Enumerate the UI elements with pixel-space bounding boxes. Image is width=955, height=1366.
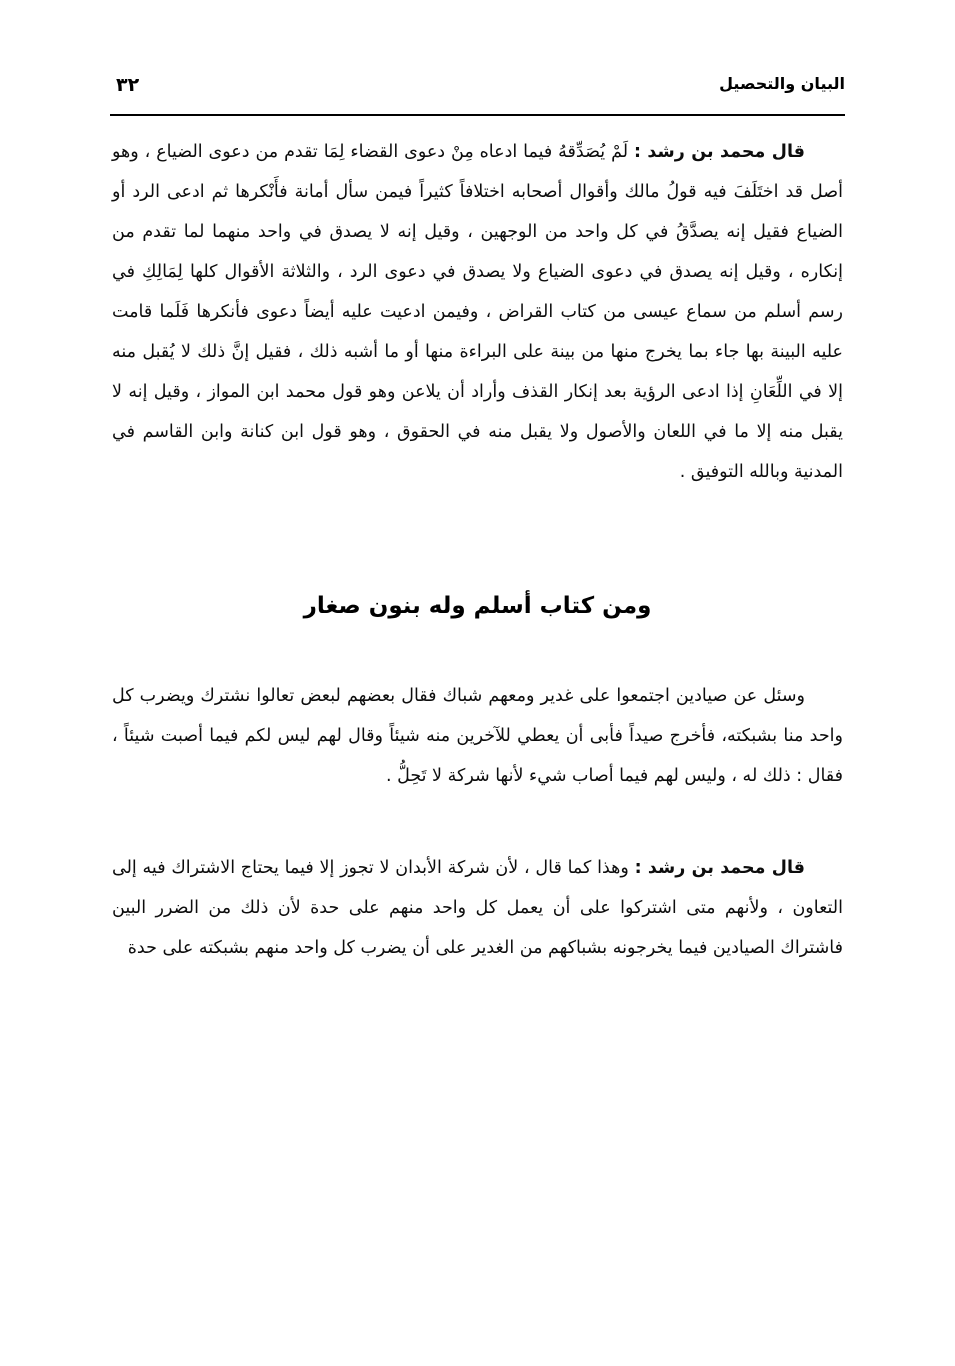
- spacer-before-heading: [112, 492, 843, 588]
- book-title: البيان والتحصيل: [719, 74, 845, 93]
- paragraph-one-lead: قال محمد بن رشد :: [633, 142, 805, 162]
- paragraph-three-text: وهذا كما قال ، لأن شركة الأبدان لا تجوز إلا فيما يحتاج الاشتراك فيه إلى التعاون ، ولأنهم متى اشتركوا على أن يعمل كل واحد منهم على حدة لأن ذلك من الضرر البين فاشتراك الصيادين فيما يخرجونه بشباكهم من الغدير على أن يضرب كل واحد منهم بشبكته على حدة: [112, 858, 843, 958]
- page-header: [110, 74, 845, 114]
- section-heading: ومن كتاب أسلم وله بنون صغار: [303, 593, 652, 619]
- paragraph-commentary-two: [112, 848, 843, 968]
- spacer-after-heading: [112, 624, 843, 676]
- paragraph-one-text: لَمْ يُصَدِّقهُ فيما ادعاه مِنْ دعوى القضاء لِمَا تقدم من دعوى الضياع ، وهو أصل قد اختَلَفَ فيه قولُ مالك وأقوال أصحابه اختلافاً كثيراً فيمن سأل أمانة فأَنْكرها ثم ادعى الرد أو الضياع فقيل إنه يصدَّقُ في كل واحد من الوجهين ، وقيل إنه لا يصدق في واحد منهما لما تقدم من إنكاره ، وقيل إنه يصدق في دعوى الضياع ولا يصدق في دعوى الرد ، والثلاثة الأقوال كلها لِمَالِكِ في رسم أسلم من سماع عيسى من كتاب القراض ، وفيمن ادعيت عليه أيضاً دعوى فأنكرها فَلَما قامت عليه البينة بها جاء بما يخرج منها من بينة على البراءة منها أو ما أشبه ذلك ، فقيل إنَّ ذلك لا يُقبل منه إلا في اللِّعَانِ إذا ادعى الرؤية بعد إنكار القذف وأراد أن يلاعن وهو قول محمد ابن المواز ، وقيل إنه لا يقبل منه إلا ما في اللعان والأصول ولا يقبل منه في الحقوق ، وهو قول ابن كنانة وابن القاسم في المدنية وبالله التوفيق .: [112, 142, 843, 482]
- paragraph-commentary-one: [112, 132, 843, 492]
- paragraph-question: وسئل عن صيادين اجتمعوا على غدير ومعهم شباك فقال بعضهم لبعض تعالوا نشترك ويضرب كل واحد منا بشبكته، فأخرج صيداً فأبى أن يعطي للآخرين منه شيئاً وقال لهم ليس لكم فيما أصبت شيئاً ، فقال : ذلك له ، وليس لهم فيما أصاب شيء لأنها شركة لا تَحِلُّ .: [112, 686, 843, 786]
- page-number: ٣٢: [116, 74, 140, 96]
- page-content: [112, 132, 843, 968]
- spacer-before-paragraph-three: [112, 796, 843, 848]
- paragraph-three-lead: قال محمد بن رشد :: [634, 858, 805, 878]
- header-divider: [110, 114, 845, 116]
